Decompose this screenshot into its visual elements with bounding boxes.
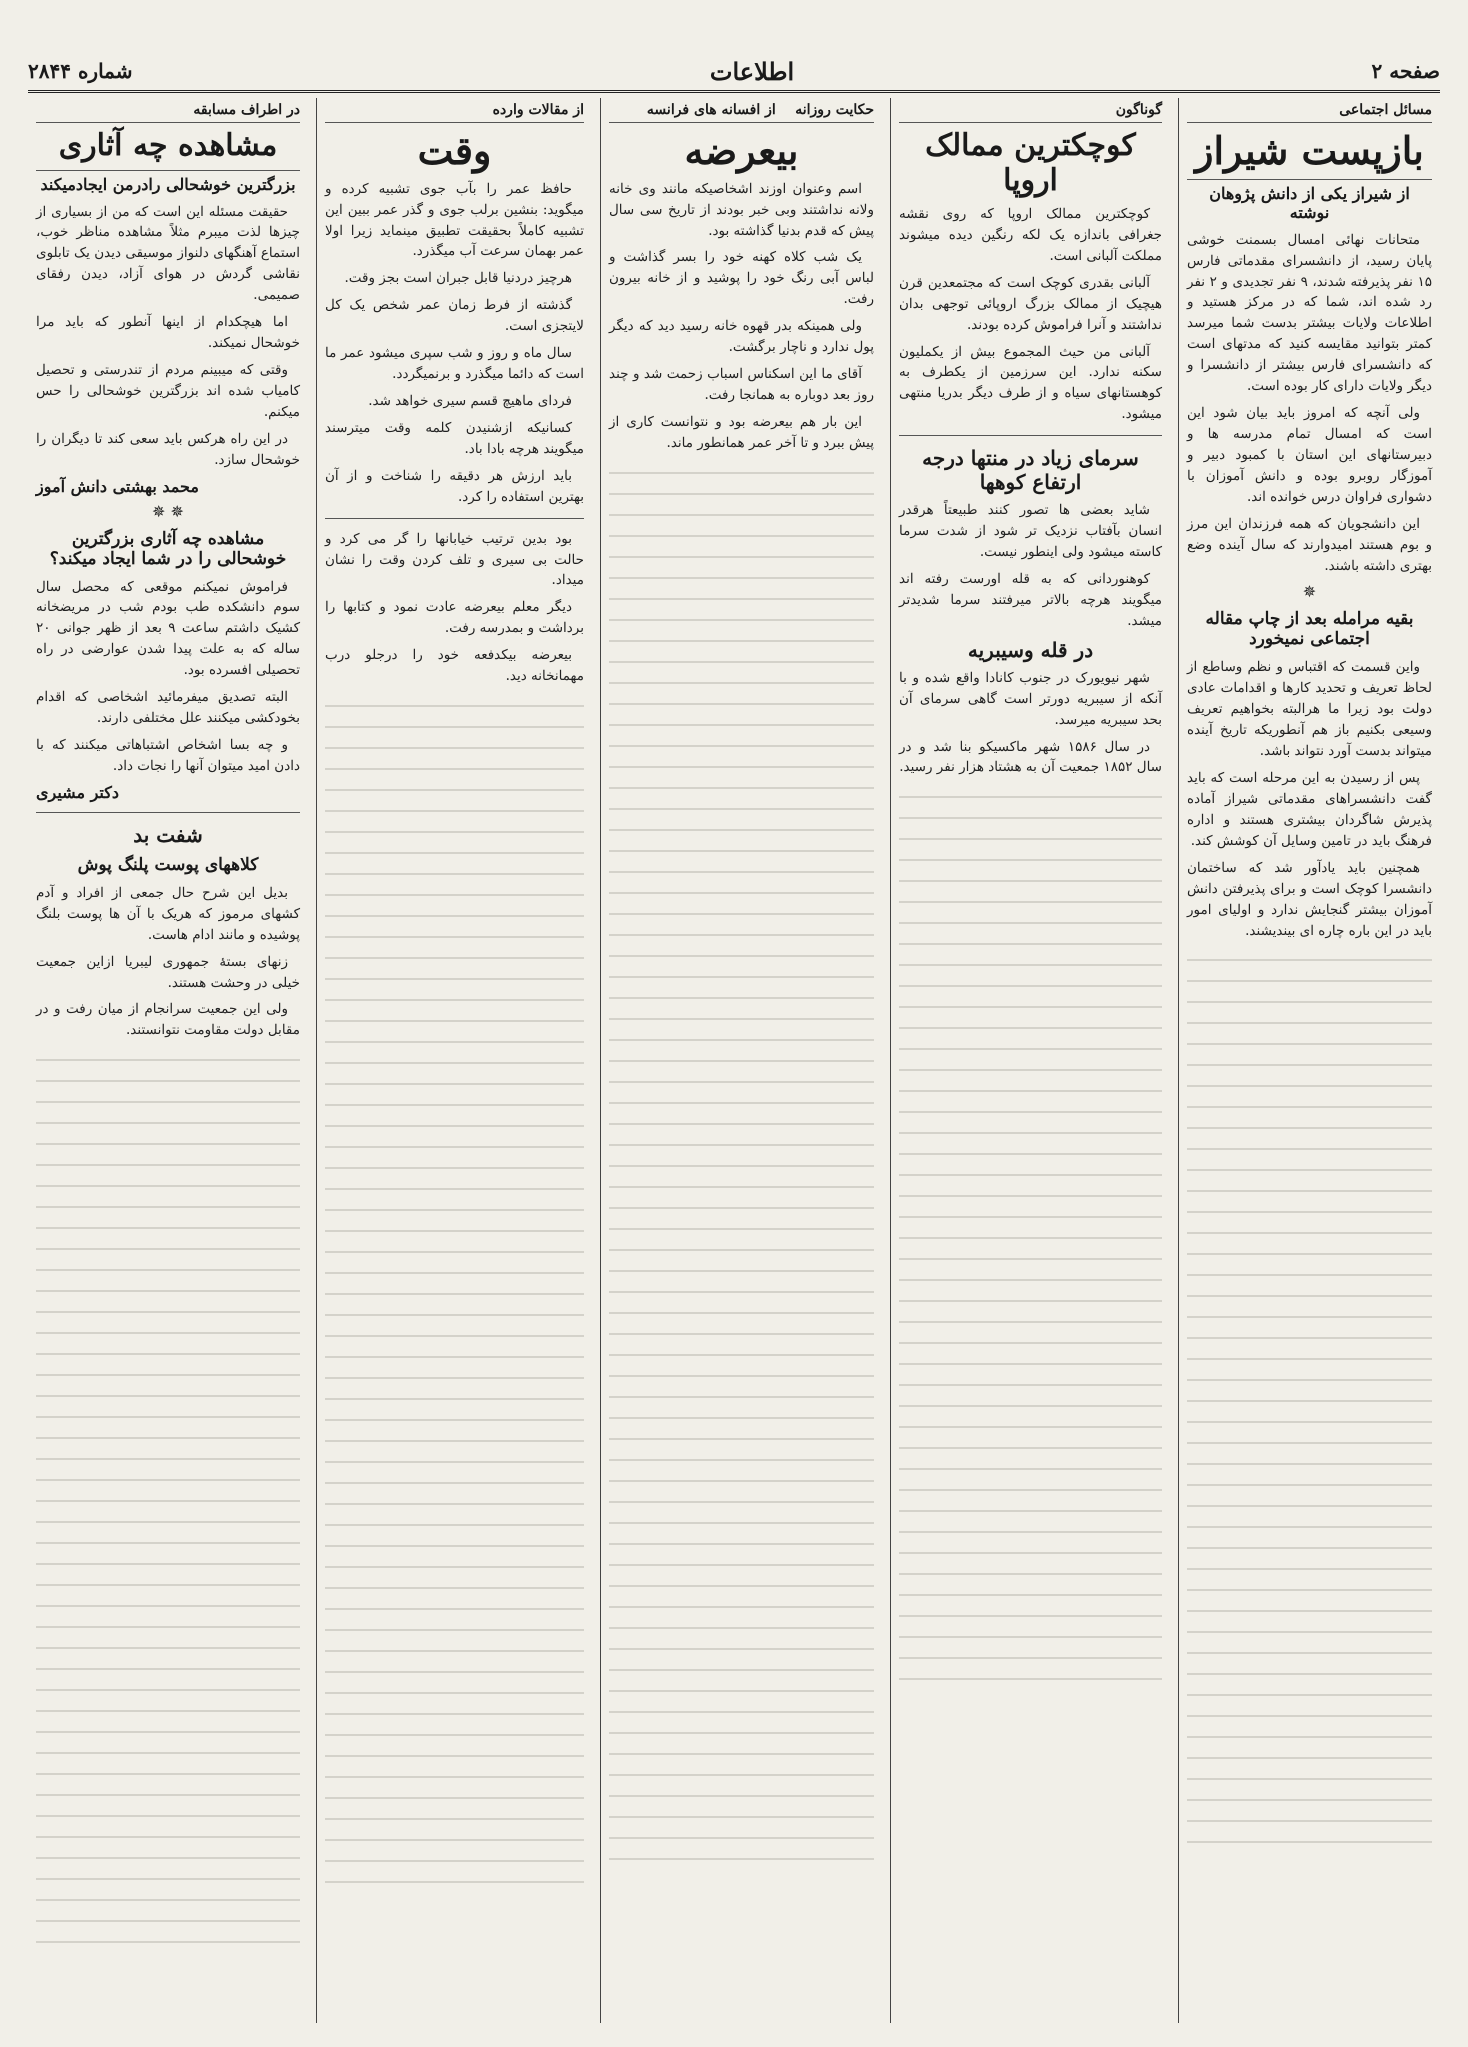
paragraph: باید ارزش هر دقیقه را شناخت و از آن بهترین استفاده را کرد. — [325, 467, 584, 505]
article-body — [325, 179, 584, 508]
paragraph: دیگر معلم بیعرضه عادت نمود و کتابها را برداشت و بمدرسه رفت. — [325, 599, 584, 637]
article-title: مشاهده چه آثاری — [58, 128, 278, 163]
paragraph: آقای ما این اسکناس اسباب زحمت شد و چند روز بعد دوباره به همانجا رفت. — [609, 366, 874, 403]
divider — [899, 435, 1162, 436]
letter-title: مشاهده چه آثاری بزرگترین خوشحالی را در شما ایجاد میکند؟ — [49, 528, 287, 569]
section-label: گوناگون — [899, 102, 1162, 123]
paragraph: بدیل این شرح حال جمعی از افراد و آدم کشهای مرموز که هریک با آن ها پوست بلنگ پوشیده و مانند ادام هاست. — [36, 884, 300, 943]
paragraph: فردای ماهیچ قسم سیری خواهد شد. — [368, 392, 572, 409]
separator-stars: ✵ — [1302, 582, 1317, 602]
paragraph: سال ماه و روز و شب سپری میشود عمر ما است که دائما میگذرد و برنمیگردد. — [325, 345, 584, 383]
paragraph: ولی آنچه که امروز باید بیان شود این است که امسال تمام مدرسه ها و دبیرستانهای این استان با کمبود دبیر و آموزگار روبرو بوده و دانش آموزان با دشواری فراوان درس خوانده اند. — [1187, 405, 1432, 505]
column-story — [600, 98, 882, 2023]
box-section-title: شفت بد — [133, 822, 203, 847]
paragraph: اما هیچکدام از اینها آنطور که باید مرا خوشحال نمیکند. — [36, 314, 300, 352]
paragraph: آلبانی بقدری کوچک است که مجتمعدین قرن هیچیک از ممالک بزرگ اروپائی توجهی بدان نداشتند و آنرا فراموش کرده بودند. — [899, 274, 1162, 333]
divider — [325, 518, 584, 519]
paragraph: شاید بعضی ها تصور کنند طبیعتاً هرقدر انسان بآفتاب نزدیک تر شود از شدت سرما کاسته میشود ولی اینطور نیست. — [899, 502, 1162, 561]
subarticle-body — [899, 500, 1162, 632]
text-lines — [609, 460, 874, 1860]
paragraph: بیعرضه بیکدفعه خود را درجلو درب مهمانخانه دید. — [325, 647, 584, 685]
letter-body — [36, 577, 300, 777]
page-number: صفحه ۲ — [1371, 59, 1440, 83]
article-title: بازپست شیراز — [1195, 128, 1424, 173]
box-headline: کلاههای پوست پلنگ پوش — [77, 854, 259, 875]
paragraph: همچنین باید یادآور شد که ساختمان دانشسرا کوچک است و برای پذیرفتن دانش آموزان بیشتر گنجایش ندارد و اولیای امور باید در این باره چاره ای بیندیشند. — [1187, 859, 1432, 939]
author-byline-2: دکتر مشیری — [36, 782, 119, 802]
paragraph: و چه بسا اشخاص اشتباهاتی میکنند که با دادن امید میتوان آنها را نجات داد. — [36, 737, 300, 774]
paragraph: آلبانی من حیث المجموع بیش از یکملیون سکنه ندارد. این سرزمین از یکطرف به کوهستانهای سیاه و از طرف دیگر بدریا منتهی میشود. — [899, 343, 1162, 423]
paragraph: ولی همینکه بدر قهوه خانه رسید دید که دیگر پول ندارد و ناچار برگشت. — [609, 318, 874, 356]
paragraph: در سال ۱۵۸۶ شهر ماکسیکو بنا شد و در سال ۱۸۵۲ جمعیت آن به هشتاد هزار نفر رسید. — [899, 738, 1162, 776]
paragraph: حقیقت مسئله این است که من از بسیاری از چیزها لذت میبرم مثلاً مشاهده مناظر خوب، استماع آهنگهای دلنواز موسیقی دیدن یک تابلوی نقاشی گردش در هوای آزاد، دیدن رفقای صمیمی. — [36, 203, 300, 304]
article-title: بیعرضه — [684, 128, 799, 173]
article-body-cont — [1187, 657, 1432, 941]
article-intro: از شیراز یکی از دانش پژوهان نوشته — [1187, 179, 1432, 222]
article-body — [1187, 230, 1432, 577]
page-header — [28, 52, 1440, 93]
story-continuation — [325, 529, 584, 687]
separator-stars: ✵ ✵ — [152, 501, 184, 521]
section-label: مسائل اجتماعی — [1187, 102, 1432, 123]
author-byline: محمد بهشتی دانش آموز — [36, 476, 199, 496]
subarticle-title: سرمای زیاد در منتها درجه ارتفاع کوهها — [922, 446, 1139, 495]
paragraph: کوهنوردانی که به قله اورست رفته اند میگویند هرچه بالاتر میرفتند سرما شدیدتر میشد. — [899, 570, 1162, 629]
paragraph: وقتی که میبینم مردم از تندرستی و تحصیل کامیاب شده اند بزرگترین خوشحالی را حس میکنم. — [36, 361, 300, 420]
column-contest — [28, 98, 308, 2023]
section-label-2: از افسانه های فرانسه — [646, 102, 776, 118]
paragraph: این بار هم بیعرضه بود و نتوانست کاری از پیش ببرد و تا آخر عمر همانطور ماند. — [609, 413, 874, 451]
article-title: کوچکترین ممالک اروپا — [925, 128, 1136, 198]
issue-number: شماره ۲۸۴۴ — [28, 59, 133, 83]
paragraph: پس از رسیدن به این مرحله است که باید گفت دانشسراهای مقدماتی شیراز آماده پذیرش شاگردان بیشتری هستند و اداره فرهنگ باید در تامین وسایل آن کوشش کند. — [1187, 770, 1432, 849]
paragraph: کوچکترین ممالک اروپا که روی نقشه جغرافی باندازه یک لکه رنگین دیده میشوند مملکت آلبانی است. — [899, 206, 1162, 264]
paragraph: متحانات نهائی امسال بسمنت خوشی پایان رسید، از دانشسرای مقدماتی فارس ۱۵ نفر پذیرفته شدند، ۹ نفر تجدیدی و ۲ نفر رد شده اند، شما که در مرکز هستید و اطلاعات ولایات بیشتر بدست شما میرسد کمتر بتوانید مقایسه کنید که مدتهای است که دانشسرای فارس بیشتر از دانشسرا و دیگر ولایات دارای کار بوده است. — [1187, 231, 1433, 395]
newspaper-page — [28, 52, 1440, 2027]
paragraph: البته تصدیق میفرمائید اشخاصی که اقدام بخودکشی میکنند علل مختلفی دارند. — [36, 689, 300, 727]
article-body — [36, 202, 300, 471]
section-label-1: حکایت روزانه — [795, 102, 874, 118]
text-lines — [325, 693, 584, 1893]
paragraph: شهر نیویورک در جنوب کانادا واقع شده و با آنکه از سیبریه دورتر است گاهی سرمای آن بحد سیبریه میرسد. — [899, 669, 1162, 728]
section-label: از مقالات وارده — [325, 102, 584, 123]
column-shiraz — [1178, 98, 1440, 2023]
paragraph: این دانشجویان که همه فرزندان این مرز و بوم هستند امیدوارند که سال آینده وضع بهتری داشته باشند. — [1187, 515, 1432, 574]
paragraph: کسانیکه ازشنیدن کلمه وقت میترسند میگویند هرچه بادا باد. — [325, 419, 584, 457]
article-title: وقت — [417, 128, 492, 173]
article-body — [609, 179, 874, 454]
continuation-title: بقیه مرامله بعد از چاپ مقاله اجتماعی نمیخورد — [1205, 609, 1414, 650]
divider — [36, 812, 300, 813]
paragraph: بود بدین ترتیب خیابانها را گر می کرد و حالت بی سیری و تلف کردن وقت را نشان میداد. — [325, 530, 584, 589]
paper-name: اطلاعات — [709, 56, 795, 86]
article-body — [899, 204, 1162, 425]
paragraph: هرچیز دردنیا قابل جبران است بجز وقت. — [344, 270, 572, 287]
text-lines — [1187, 947, 1432, 1847]
paragraph: واین قسمت که اقتباس و نظم وساطع از لحاظ تعریف و تحدید کارها و اقدامات عادی دولت بود زیرا ما هرالبته بخواهیم تعریف وسیعی بکنیم باز هم آنطوریکه تاریخ آینده میتواند بدست آورد نتواند باشد. — [1187, 659, 1432, 760]
box-body — [36, 883, 300, 1041]
text-lines — [36, 1047, 300, 1947]
column-time — [316, 98, 592, 2023]
text-lines — [899, 784, 1162, 1684]
paragraph: زنهای بستهٔ جمهوری لیبریا ازاین جمعیت خیلی در وحشت هستند. — [36, 953, 300, 991]
article-subtitle: بزرگترین خوشحالی رادرمن ایجادمیکند — [36, 170, 300, 194]
section-label — [609, 102, 874, 123]
subarticle-body-2 — [899, 668, 1162, 779]
paragraph: فراموش نمیکنم موقعی که محصل سال سوم دانشکده طب بودم شب در مریضخانه کشیک داشتم ساعت ۹ بعد از ظهر جوانی ۲۰ ساله که به علت پیدا شدن عوارضی در راه تحصیلی افسرده بود. — [36, 578, 300, 679]
paragraph: ولی این جمعیت سرانجام از میان رفت و در مقابل دولت مقاومت نتوانستند. — [36, 1001, 300, 1039]
paragraph: گذشته از فرط زمان عمر شخص یک کل لایتجزی است. — [325, 297, 584, 335]
subarticle-title-2: در قله وسیبریه — [967, 637, 1094, 662]
paragraph: اسم وعنوان اوزند اشخاصیکه مانند وی خانه ولانه نداشتند وبی خبر بودند از تاریخ سی سال پیش که قدم بدنیا گذاشته بود. — [609, 180, 874, 239]
paragraph: یک شب کلاه کهنه خود را بسر گذاشت و لباس آبی رنگ خود را پوشید و از خانه بیرون رفت. — [609, 249, 874, 308]
column-europe — [890, 98, 1170, 2023]
section-label: در اطراف مسابقه — [36, 102, 300, 123]
paragraph: حافظ عمر را بآب جوی تشبیه کرده و میگوید: بنشین برلب جوی و گذر عمر ببین این تشبیه کاملاً بحقیقت تطبیق مینماید زیرا اولا عمر بهمان سرعت آب میگذرد. — [325, 180, 584, 260]
columns — [28, 98, 1440, 2023]
paragraph: در این راه هرکس باید سعی کند تا دیگران را خوشحال سازد. — [36, 430, 300, 468]
